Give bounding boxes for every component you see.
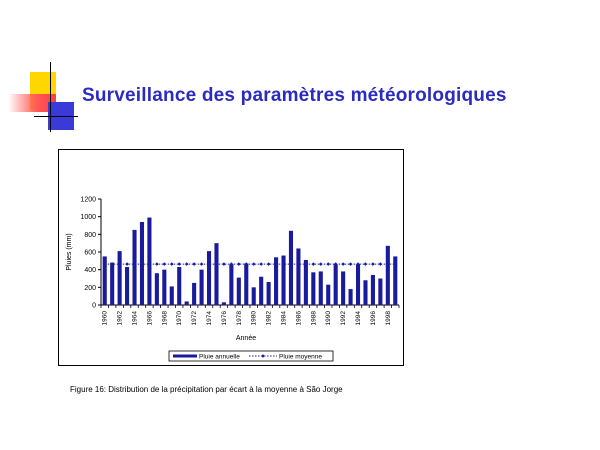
bar-1996 — [371, 275, 375, 305]
mean-marker-1989 — [319, 262, 323, 266]
bar-1993 — [349, 289, 353, 305]
x-tick-label: 1996 — [369, 311, 377, 326]
bar-1995 — [363, 280, 367, 305]
bar-1971 — [185, 301, 189, 305]
precipitation-chart — [59, 150, 403, 365]
bar-1997 — [378, 279, 382, 306]
x-tick-label: 1984 — [280, 311, 288, 326]
x-tick-label: 1964 — [131, 311, 139, 326]
bar-1969 — [170, 286, 174, 305]
x-tick-label: 1968 — [161, 311, 169, 326]
legend-bar-swatch — [173, 355, 197, 358]
bar-1976 — [222, 302, 226, 305]
x-tick-label: 1986 — [295, 311, 303, 326]
mean-marker-1993 — [349, 262, 353, 266]
mean-marker-1968 — [163, 262, 167, 266]
bar-1982 — [267, 282, 271, 305]
x-tick-label: 1994 — [355, 311, 363, 326]
bar-1980 — [252, 287, 256, 305]
bar-1992 — [341, 271, 345, 305]
bar-1979 — [244, 263, 248, 305]
y-tick-label: 600 — [84, 249, 96, 257]
mean-marker-1992 — [341, 262, 345, 266]
bar-1985 — [289, 231, 293, 305]
bar-1966 — [147, 218, 151, 305]
x-axis-title: Année — [235, 335, 257, 342]
mean-marker-1969 — [170, 262, 174, 266]
bar-1972 — [192, 283, 196, 305]
x-tick-label: 1962 — [116, 311, 124, 326]
mean-marker-1973 — [200, 262, 204, 266]
bar-1978 — [237, 278, 241, 305]
bar-1963 — [125, 267, 129, 305]
mean-marker-1967 — [155, 262, 159, 266]
y-tick-label: 400 — [84, 267, 96, 275]
y-tick-label: 1200 — [80, 196, 96, 204]
decoration-vertical-line — [50, 62, 51, 132]
figure-caption: Figure 16: Distribution de la précipitation par écart à la moyenne à São Jorge — [70, 385, 343, 394]
x-tick-label: 1978 — [235, 311, 243, 326]
mean-marker-1971 — [185, 262, 189, 266]
legend-label-mean: Pluie moyenne — [279, 353, 322, 361]
y-tick-label: 200 — [84, 284, 96, 292]
x-tick-label: 1976 — [220, 311, 228, 326]
bar-1989 — [319, 271, 323, 305]
bar-1994 — [356, 264, 360, 305]
mean-marker-1990 — [326, 262, 330, 266]
bar-1988 — [311, 272, 315, 305]
bar-1991 — [334, 264, 338, 305]
mean-marker-1996 — [371, 262, 375, 266]
x-tick-label: 1970 — [176, 311, 184, 326]
x-tick-label: 1960 — [101, 311, 109, 326]
mean-marker-1995 — [364, 262, 368, 266]
mean-marker-1976 — [222, 262, 226, 266]
mean-marker-1982 — [267, 262, 271, 266]
bar-1987 — [304, 260, 308, 305]
mean-marker-1997 — [379, 262, 383, 266]
x-tick-label: 1966 — [146, 311, 154, 326]
mean-marker-1970 — [177, 262, 181, 266]
bar-1990 — [326, 285, 330, 305]
x-tick-label: 1992 — [340, 311, 348, 326]
x-tick-label: 1974 — [206, 311, 214, 326]
mean-marker-1978 — [237, 262, 241, 266]
y-axis-title: Pluies (mm) — [66, 233, 73, 271]
y-tick-label: 1000 — [80, 214, 96, 222]
x-tick-label: 1980 — [250, 311, 258, 326]
bar-1974 — [207, 251, 211, 305]
mean-marker-1981 — [259, 262, 263, 266]
y-tick-label: 800 — [84, 231, 96, 239]
bar-1986 — [296, 248, 300, 305]
bar-1970 — [177, 267, 181, 305]
legend-label-annual: Pluie annuelle — [199, 353, 240, 361]
x-tick-label: 1990 — [325, 311, 333, 326]
x-tick-label: 1972 — [191, 311, 199, 326]
chart-frame — [58, 149, 404, 366]
bar-1968 — [162, 270, 166, 305]
slide-title: Surveillance des paramètres météorologiques — [82, 85, 507, 106]
bar-1964 — [132, 230, 136, 305]
decoration-horizontal-line — [34, 116, 78, 117]
x-tick-label: 1988 — [310, 311, 318, 326]
bar-1967 — [155, 273, 159, 305]
mean-marker-1980 — [252, 262, 256, 266]
bar-1973 — [200, 270, 204, 305]
x-tick-label: 1998 — [384, 311, 392, 326]
bar-1977 — [229, 264, 233, 305]
bar-1975 — [214, 243, 218, 305]
bar-1981 — [259, 277, 263, 305]
bar-1961 — [110, 263, 114, 305]
slide-decoration — [8, 62, 78, 132]
mean-marker-1963 — [125, 262, 129, 266]
y-tick-label: 0 — [92, 302, 96, 310]
mean-marker-1972 — [192, 262, 196, 266]
x-tick-label: 1982 — [265, 311, 273, 326]
mean-marker-1988 — [312, 262, 316, 266]
bar-1962 — [118, 251, 122, 305]
bar-1998 — [386, 246, 390, 305]
